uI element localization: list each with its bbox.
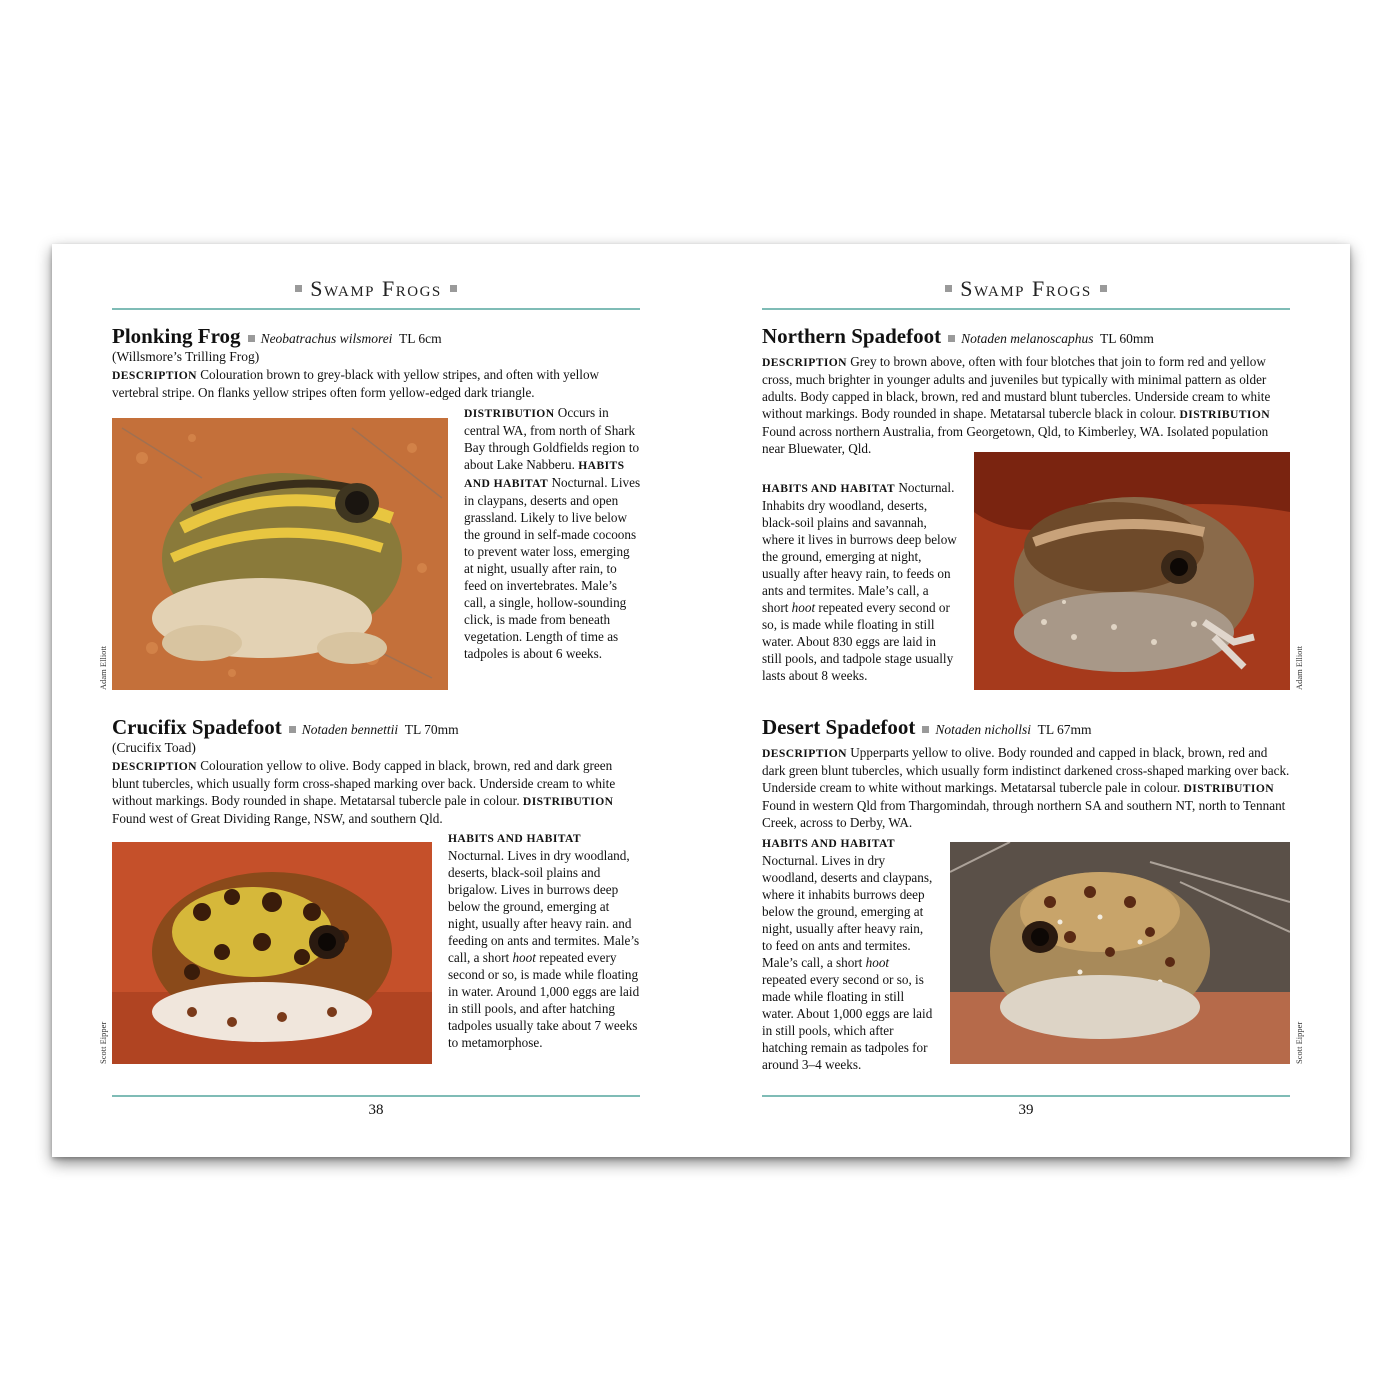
- alternate-name: (Crucifix Toad): [112, 740, 196, 755]
- description-text: Colouration yellow to olive. Body capped in black, brown, red and dark green blunt tubercles, which usually form cross-shaped marking over back. Underside cream to white without markings. Body rounded in shape. Metatarsal tubercle pale in colour.: [112, 758, 616, 808]
- distribution-label: DISTRIBUTION: [1183, 782, 1275, 795]
- description-label: DESCRIPTION: [112, 760, 197, 773]
- habits-text: repeated every second or so, is made while floating in water. Around 1,000 eggs are laid in still pools, and after hatching tadpoles usually take about 7 weeks to metamorphose.: [448, 950, 640, 1050]
- description-label: DESCRIPTION: [762, 356, 847, 369]
- text-column: [762, 834, 934, 1073]
- description-paragraph: [762, 353, 1290, 457]
- photo-northern-spadefoot: [974, 452, 1290, 690]
- habits-text: Nocturnal. Lives in dry woodland, deserts, black-soil plains and brigalow. Lives in burrows deep below the ground, emerging at night, usually after heavy rain. and feeding on ants and termites. Male’s call, a short: [448, 848, 640, 965]
- scientific-name: Notaden bennettii: [301, 722, 399, 737]
- description-text: Upperparts yellow to olive. Body rounded and capped in black, brown, red and dark green blunt tubercles, which usually form indistinct darkened cross-shaped marking over back. Underside cream to white without markings. Metatarsal tubercle pale in colour.: [762, 745, 1290, 795]
- book-spread: [52, 244, 1350, 1157]
- total-length: TL 60mm: [1100, 331, 1154, 346]
- habits-text: Nocturnal. Inhabits dry woodland, deserts, black-soil plains and savannah, where it lives in burrows deep below the ground, emerging at night, usually after heavy rain, to feeds on ants and termites. Male’s call, a short: [762, 480, 957, 615]
- square-ornament: [289, 726, 296, 733]
- square-ornament: [248, 335, 255, 342]
- running-header: [762, 276, 1290, 302]
- scientific-name: Notaden melanoscaphus: [961, 331, 1094, 346]
- alternate-name: (Willsmore’s Trilling Frog): [112, 349, 260, 364]
- footer-rule: [762, 1095, 1290, 1097]
- habits-text: Nocturnal. Lives in dry woodland, deserts and claypans, where it inhabits burrows deep below the ground, emerging at night, usually after heavy rain, to feed on ants and termites. Male’s call, a short: [762, 853, 933, 970]
- species-entry-desert-spadefoot: [762, 715, 1290, 831]
- photo-credit: Adam Elliott: [1294, 645, 1304, 690]
- description-label: DESCRIPTION: [112, 369, 197, 382]
- common-name: Northern Spadefoot: [762, 324, 942, 348]
- square-ornament: [295, 285, 302, 292]
- total-length: TL 70mm: [404, 722, 459, 737]
- running-header-text: Swamp Frogs: [960, 276, 1092, 301]
- common-name: Plonking Frog: [112, 324, 241, 348]
- distribution-text: Occurs in central WA, from north of Shark Bay through Goldfields region to about Lake Nabberu.: [464, 405, 640, 472]
- square-ornament: [1100, 285, 1107, 292]
- common-name: Crucifix Spadefoot: [112, 715, 282, 739]
- description-text: Colouration brown to grey-black with yellow stripes, and often with yellow vertebral stripe. On flanks yellow stripes often form yellow-edged dark triangle.: [112, 367, 600, 400]
- species-entry-crucifix-spadefoot: [112, 715, 640, 827]
- text-column: [762, 479, 958, 684]
- species-title: [762, 324, 1290, 351]
- distribution-text: Found across northern Australia, from Georgetown, Qld, to Kimberley, WA. Isolated population near Bluewater, Qld.: [762, 424, 1269, 456]
- distribution-label: DISTRIBUTION: [464, 407, 555, 420]
- page-left: [98, 244, 641, 1157]
- description-paragraph: [112, 366, 640, 401]
- running-header-text: Swamp Frogs: [310, 276, 442, 301]
- species-entry-plonking-frog: [112, 324, 640, 401]
- distribution-label: DISTRIBUTION: [522, 795, 614, 808]
- total-length: TL 67mm: [1037, 722, 1092, 737]
- page-right: [762, 244, 1304, 1157]
- square-ornament: [450, 285, 457, 292]
- habits-label: HABITS AND HABITAT: [448, 832, 582, 845]
- photo-credit: Scott Eipper: [1294, 1021, 1304, 1064]
- photo-plonking-frog: [112, 418, 448, 690]
- page-number: 38: [368, 1102, 384, 1118]
- header-rule: [762, 308, 1290, 310]
- species-title: [112, 324, 640, 351]
- scientific-name: Notaden nichollsi: [935, 722, 1032, 737]
- text-column: [448, 829, 642, 1051]
- running-header: [112, 276, 640, 302]
- species-title: [762, 715, 1290, 742]
- photo-crucifix-spadefoot: [112, 842, 432, 1064]
- description-label: DESCRIPTION: [762, 747, 847, 760]
- description-paragraph: [762, 744, 1290, 831]
- description-paragraph: [112, 757, 640, 827]
- square-ornament: [948, 335, 955, 342]
- description-text: Grey to brown above, often with four blotches that join to form red and yellow cross, much brighter in younger adults and juveniles but typically with minimal pattern as older adults. Body capped in black, brown, red and mustard blunt tubercles. Underside cream to white without markings. Body rounded in shape. Metatarsal tubercle black in colour.: [762, 354, 1271, 421]
- photo-credit: Adam Elliott: [98, 645, 108, 690]
- square-ornament: [922, 726, 929, 733]
- text-column: [464, 404, 642, 662]
- species-entry-northern-spadefoot: [762, 324, 1290, 457]
- page-number: 39: [1018, 1102, 1034, 1118]
- square-ornament: [945, 285, 952, 292]
- distribution-text: Found west of Great Dividing Range, NSW, and southern Qld.: [112, 811, 443, 826]
- photo-desert-spadefoot: [950, 842, 1290, 1064]
- habits-label: HABITS AND HABITAT: [762, 482, 896, 495]
- habits-italic: hoot: [512, 950, 536, 965]
- distribution-label: DISTRIBUTION: [1179, 408, 1271, 421]
- distribution-text: Found in western Qld from Thargomindah, through northern SA and southern NT, north to Tennant Creek, across to Derby, WA.: [762, 798, 1286, 830]
- footer-rule: [112, 1095, 640, 1097]
- species-title: [112, 715, 640, 742]
- habits-label: HABITS AND HABITAT: [762, 837, 896, 850]
- habits-label: HABITS AND HABITAT: [464, 459, 625, 490]
- common-name: Desert Spadefoot: [762, 715, 916, 739]
- total-length: TL 6cm: [399, 331, 442, 346]
- header-rule: [112, 308, 640, 310]
- habits-italic: hoot: [791, 600, 816, 615]
- habits-italic: hoot: [865, 955, 890, 970]
- habits-text: Nocturnal. Lives in claypans, deserts and open grassland. Likely to live below the ground in self-made cocoons to prevent water loss, emerging at night, usually after rain, to feed on invertebrates. Male’s call, a single, hollow-sounding click, is made from beneath vegetation. Length of time as tadpoles is about 6 weeks.: [464, 475, 641, 661]
- habits-text: repeated every second or so, is made while floating in still water. About 830 eggs are laid in still pools, and tadpole stage usually lasts about 8 weeks.: [762, 600, 954, 683]
- scientific-name: Neobatrachus wilsmorei: [260, 331, 393, 346]
- habits-text: repeated every second or so, is made while floating in still water. About 1,000 eggs are laid in still pools, which after hatching remain as tadpoles for around 3–4 weeks.: [762, 972, 933, 1072]
- photo-credit: Scott Eipper: [98, 1021, 108, 1064]
